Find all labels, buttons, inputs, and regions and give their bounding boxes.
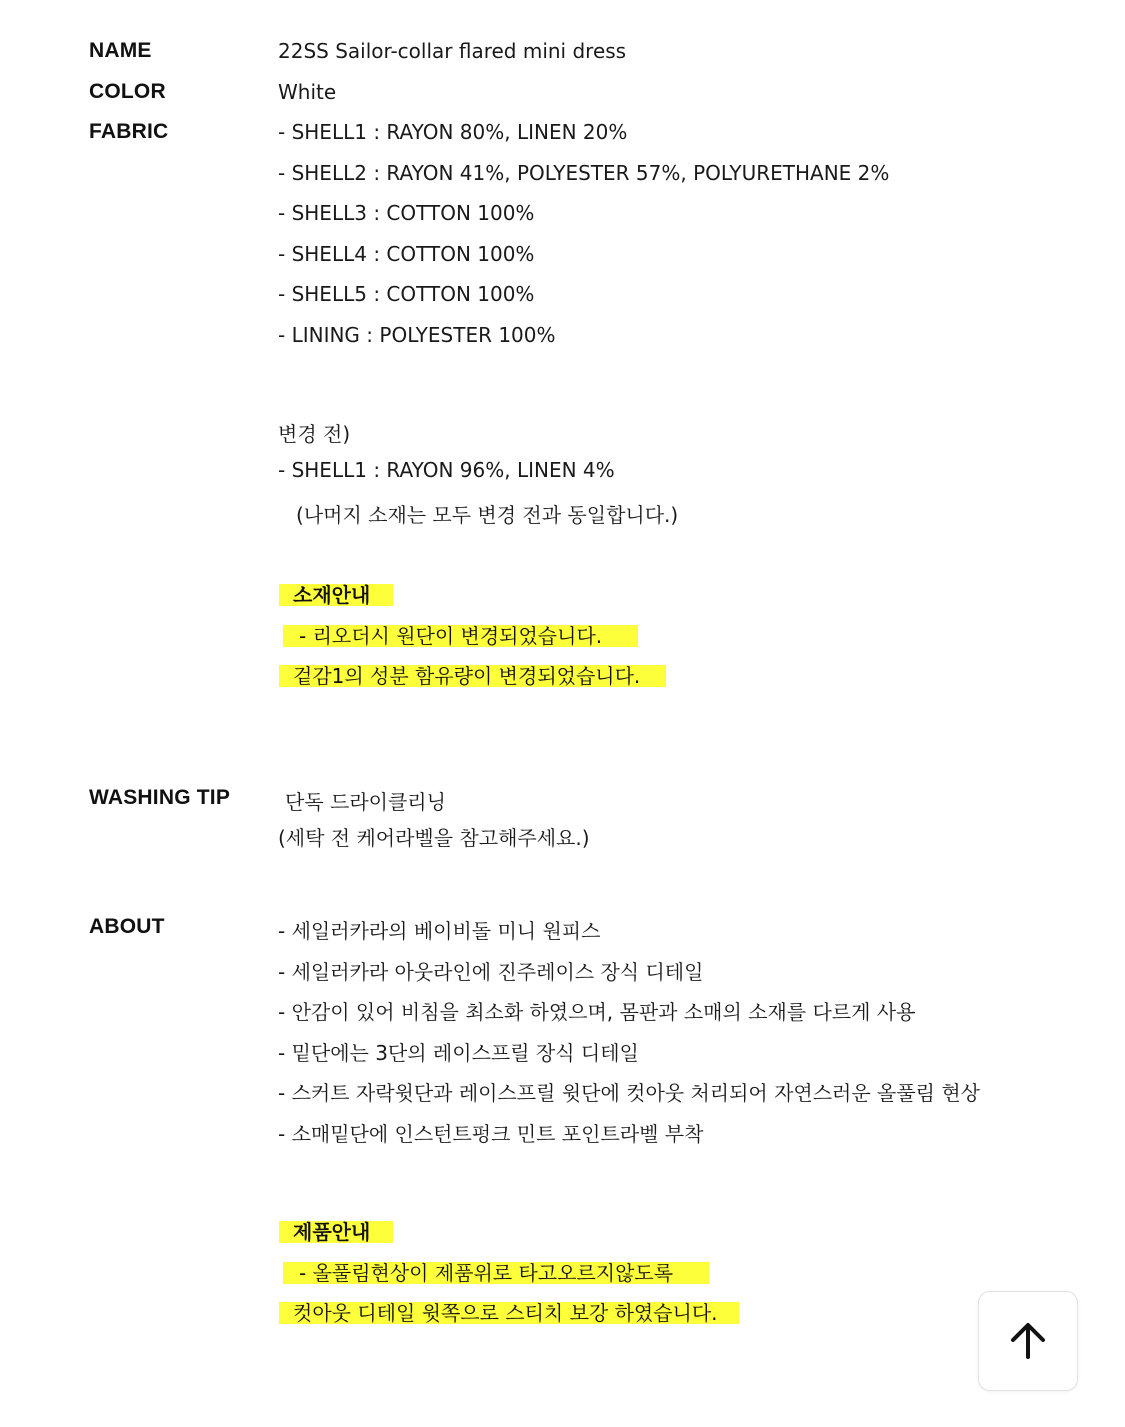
about-item: - 스커트 자락윗단과 레이스프릴 윗단에 컷아웃 처리되어 자연스러운 올풀림 현상 xyxy=(278,1081,980,1105)
about-item: - 안감이 있어 비침을 최소화 하였으며, 몸판과 소매의 소재를 다르게 사용 xyxy=(278,1000,916,1024)
washing-tip-line1: 단독 드라이클리닝 xyxy=(285,790,446,814)
fabric-item: - SHELL5 : COTTON 100% xyxy=(278,282,535,306)
about-item: - 세일러카라 아웃라인에 진주레이스 장식 디테일 xyxy=(278,960,704,984)
fabric-item: - SHELL2 : RAYON 41%, POLYESTER 57%, POLYURETHANE 2% xyxy=(278,161,890,185)
fabric-notice-title: 소재안내 xyxy=(279,584,393,606)
washing-tip-label: WASHING TIP xyxy=(89,786,231,809)
fabric-before-line: - SHELL1 : RAYON 96%, LINEN 4% xyxy=(278,458,615,482)
fabric-before-note: (나머지 소재는 모두 변경 전과 동일합니다.) xyxy=(296,503,679,527)
fabric-item: - SHELL4 : COTTON 100% xyxy=(278,242,535,266)
about-label: ABOUT xyxy=(89,915,165,938)
name-label: NAME xyxy=(89,39,152,62)
about-item: - 소매밑단에 인스턴트펑크 민트 포인트라벨 부착 xyxy=(278,1122,704,1146)
fabric-notice-line1: - 리오더시 원단이 변경되었습니다. xyxy=(283,625,638,647)
product-notice-line1: - 올풀림현상이 제품위로 타고오르지않도록 xyxy=(283,1262,709,1284)
fabric-item: - SHELL3 : COTTON 100% xyxy=(278,201,535,225)
color-value: White xyxy=(278,80,337,104)
fabric-item: - LINING : POLYESTER 100% xyxy=(278,323,556,347)
scroll-to-top-button[interactable] xyxy=(978,1291,1078,1391)
washing-tip-line2: (세탁 전 케어라벨을 참고해주세요.) xyxy=(278,826,590,850)
fabric-item: - SHELL1 : RAYON 80%, LINEN 20% xyxy=(278,120,628,144)
fabric-before-title: 변경 전) xyxy=(278,422,351,446)
product-notice-line2: 컷아웃 디테일 윗쪽으로 스티치 보강 하였습니다. xyxy=(279,1302,739,1324)
color-label: COLOR xyxy=(89,80,166,103)
about-item: - 세일러카라의 베이비돌 미니 원피스 xyxy=(278,919,601,943)
fabric-label: FABRIC xyxy=(89,120,169,143)
arrow-up-icon xyxy=(1008,1321,1048,1361)
name-value: 22SS Sailor-collar flared mini dress xyxy=(278,39,627,63)
fabric-notice-line2: 겉감1의 성분 함유량이 변경되었습니다. xyxy=(279,665,666,687)
product-notice-title: 제품안내 xyxy=(279,1221,393,1243)
about-item: - 밑단에는 3단의 레이스프릴 장식 디테일 xyxy=(278,1041,639,1065)
